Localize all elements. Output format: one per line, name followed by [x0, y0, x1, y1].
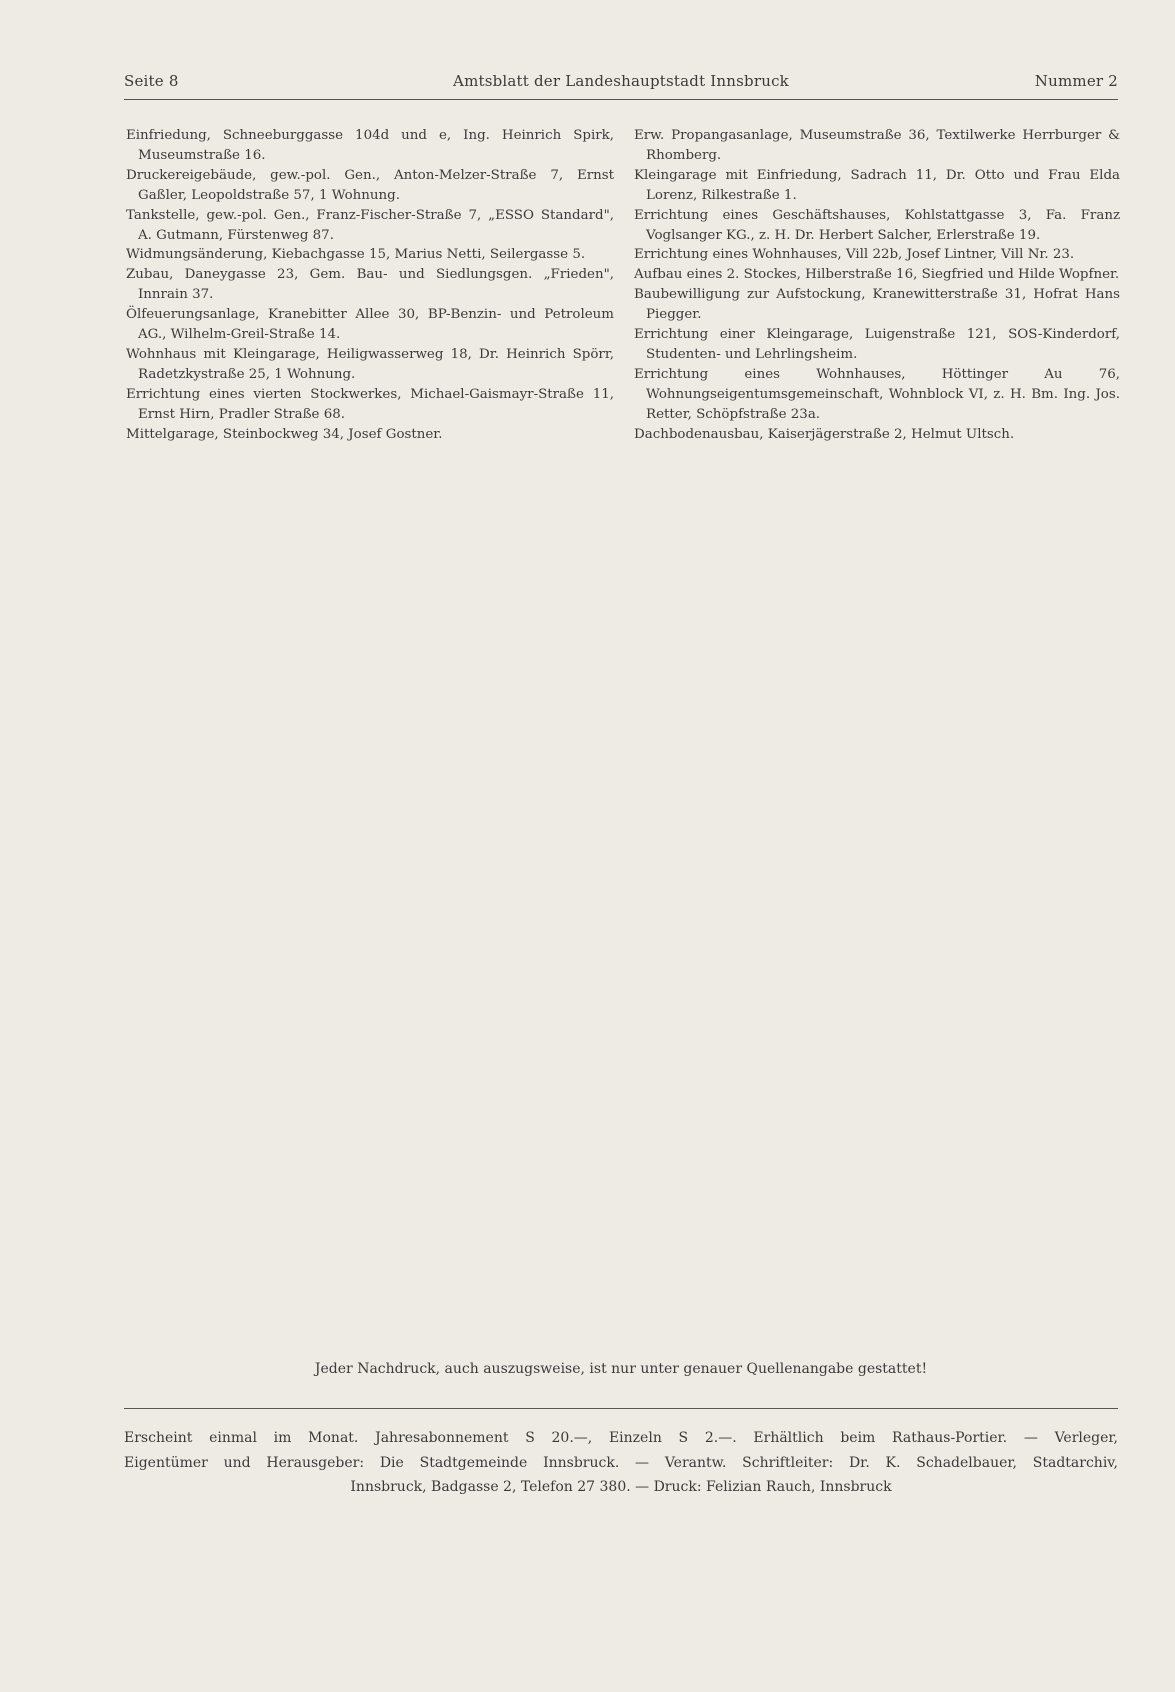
list-item: Zubau, Daneygasse 23, Gem. Bau- und Siedlungsgen. „Frieden", Innrain 37.: [126, 267, 614, 303]
imprint-line-2: Eigentümer und Herausgeber: Die Stadtgemeinde Innsbruck. — Verantw. Schriftleiter: Dr. K. Schadelbauer, Stadtarchiv,: [124, 1454, 1118, 1471]
reprint-notice: Jeder Nachdruck, auch auszugsweise, ist nur unter genauer Quellenangabe gestattet!: [314, 1361, 928, 1377]
list-item: Widmungsänderung, Kiebachgasse 15, Marius Netti, Seilergasse 5.: [126, 247, 586, 263]
imprint-line-1: Erscheint einmal im Monat. Jahresabonnement S 20.—, Einzeln S 2.—. Erhältlich beim Rathaus-Portier. — Verleger,: [124, 1430, 1118, 1446]
list-item: Einfriedung, Schneeburggasse 104d und e, Ing. Heinrich Spirk, Museumstraße 16.: [126, 128, 614, 163]
list-item: Erw. Propangasanlage, Museumstraße 36, Textilwerke Herrburger & Rhomberg.: [634, 128, 1120, 163]
list-item: Errichtung einer Kleingarage, Luigenstraße 121, SOS-Kinderdorf, Studenten- und Lehrlingsheim.: [634, 327, 1120, 362]
publication-title: Amtsblatt der Landeshauptstadt Innsbruck: [453, 72, 789, 90]
list-item: Errichtung eines Geschäftshauses, Kohlstattgasse 3, Fa. Franz Voglsanger KG., z. H. Dr. Herbert Salcher, Erlerstraße 19.: [634, 207, 1120, 243]
list-item: Errichtung eines vierten Stockwerkes, Michael-Gaismayr-Straße 11, Ernst Hirn, Pradler Straße 68.: [126, 386, 614, 422]
imprint-footer: [124, 1426, 1118, 1500]
imprint-line-3: Innsbruck, Badgasse 2, Telefon 27 380. — Druck: Felizian Rauch, Innsbruck: [350, 1479, 892, 1495]
footer-divider: [124, 1408, 1118, 1409]
page-number: Seite 8: [124, 72, 179, 90]
header-divider: [124, 99, 1118, 100]
list-item: Errichtung eines Wohnhauses, Höttinger Au 76, Wohnungseigentumsgemeinschaft, Wohnblock VI, z. H. Bm. Ing. Jos. Retter, Schöpfstraße 23a.: [634, 366, 1120, 422]
issue-number: Nummer 2: [1034, 72, 1118, 90]
list-item: Errichtung eines Wohnhauses, Vill 22b, Josef Lintner, Vill Nr. 23.: [634, 247, 1075, 263]
list-item: Tankstelle, gew.-pol. Gen., Franz-Fischer-Straße 7, „ESSO Standard", A. Gutmann, Fürstenweg 87.: [126, 207, 614, 243]
list-item: Kleingarage mit Einfriedung, Sadrach 11, Dr. Otto und Frau Elda Lorenz, Rilkestraße 1.: [634, 167, 1120, 203]
left-column: [126, 126, 614, 445]
page-header: [124, 72, 1118, 98]
list-item: Druckereigebäude, gew.-pol. Gen., Anton-Melzer-Straße 7, Ernst Gaßler, Leopoldstraße 57, 1 Wohnung.: [126, 167, 614, 203]
list-item: Aufbau eines 2. Stockes, Hilberstraße 16, Siegfried und Hilde Wopfner.: [634, 267, 1120, 283]
right-column: [634, 126, 1120, 445]
list-item: Mittelgarage, Steinbockweg 34, Josef Gostner.: [126, 426, 443, 442]
list-item: Dachbodenausbau, Kaiserjägerstraße 2, Helmut Ultsch.: [634, 426, 1015, 442]
list-item: Ölfeuerungsanlage, Kranebitter Allee 30, BP-Benzin- und Petroleum AG., Wilhelm-Greil-Straße 14.: [126, 307, 614, 343]
list-item: Wohnhaus mit Kleingarage, Heiligwasserweg 18, Dr. Heinrich Spörr, Radetzkystraße 25, 1 Wohnung.: [126, 346, 614, 382]
list-item: Baubewilligung zur Aufstockung, Kranewitterstraße 31, Hofrat Hans Piegger.: [634, 287, 1120, 323]
